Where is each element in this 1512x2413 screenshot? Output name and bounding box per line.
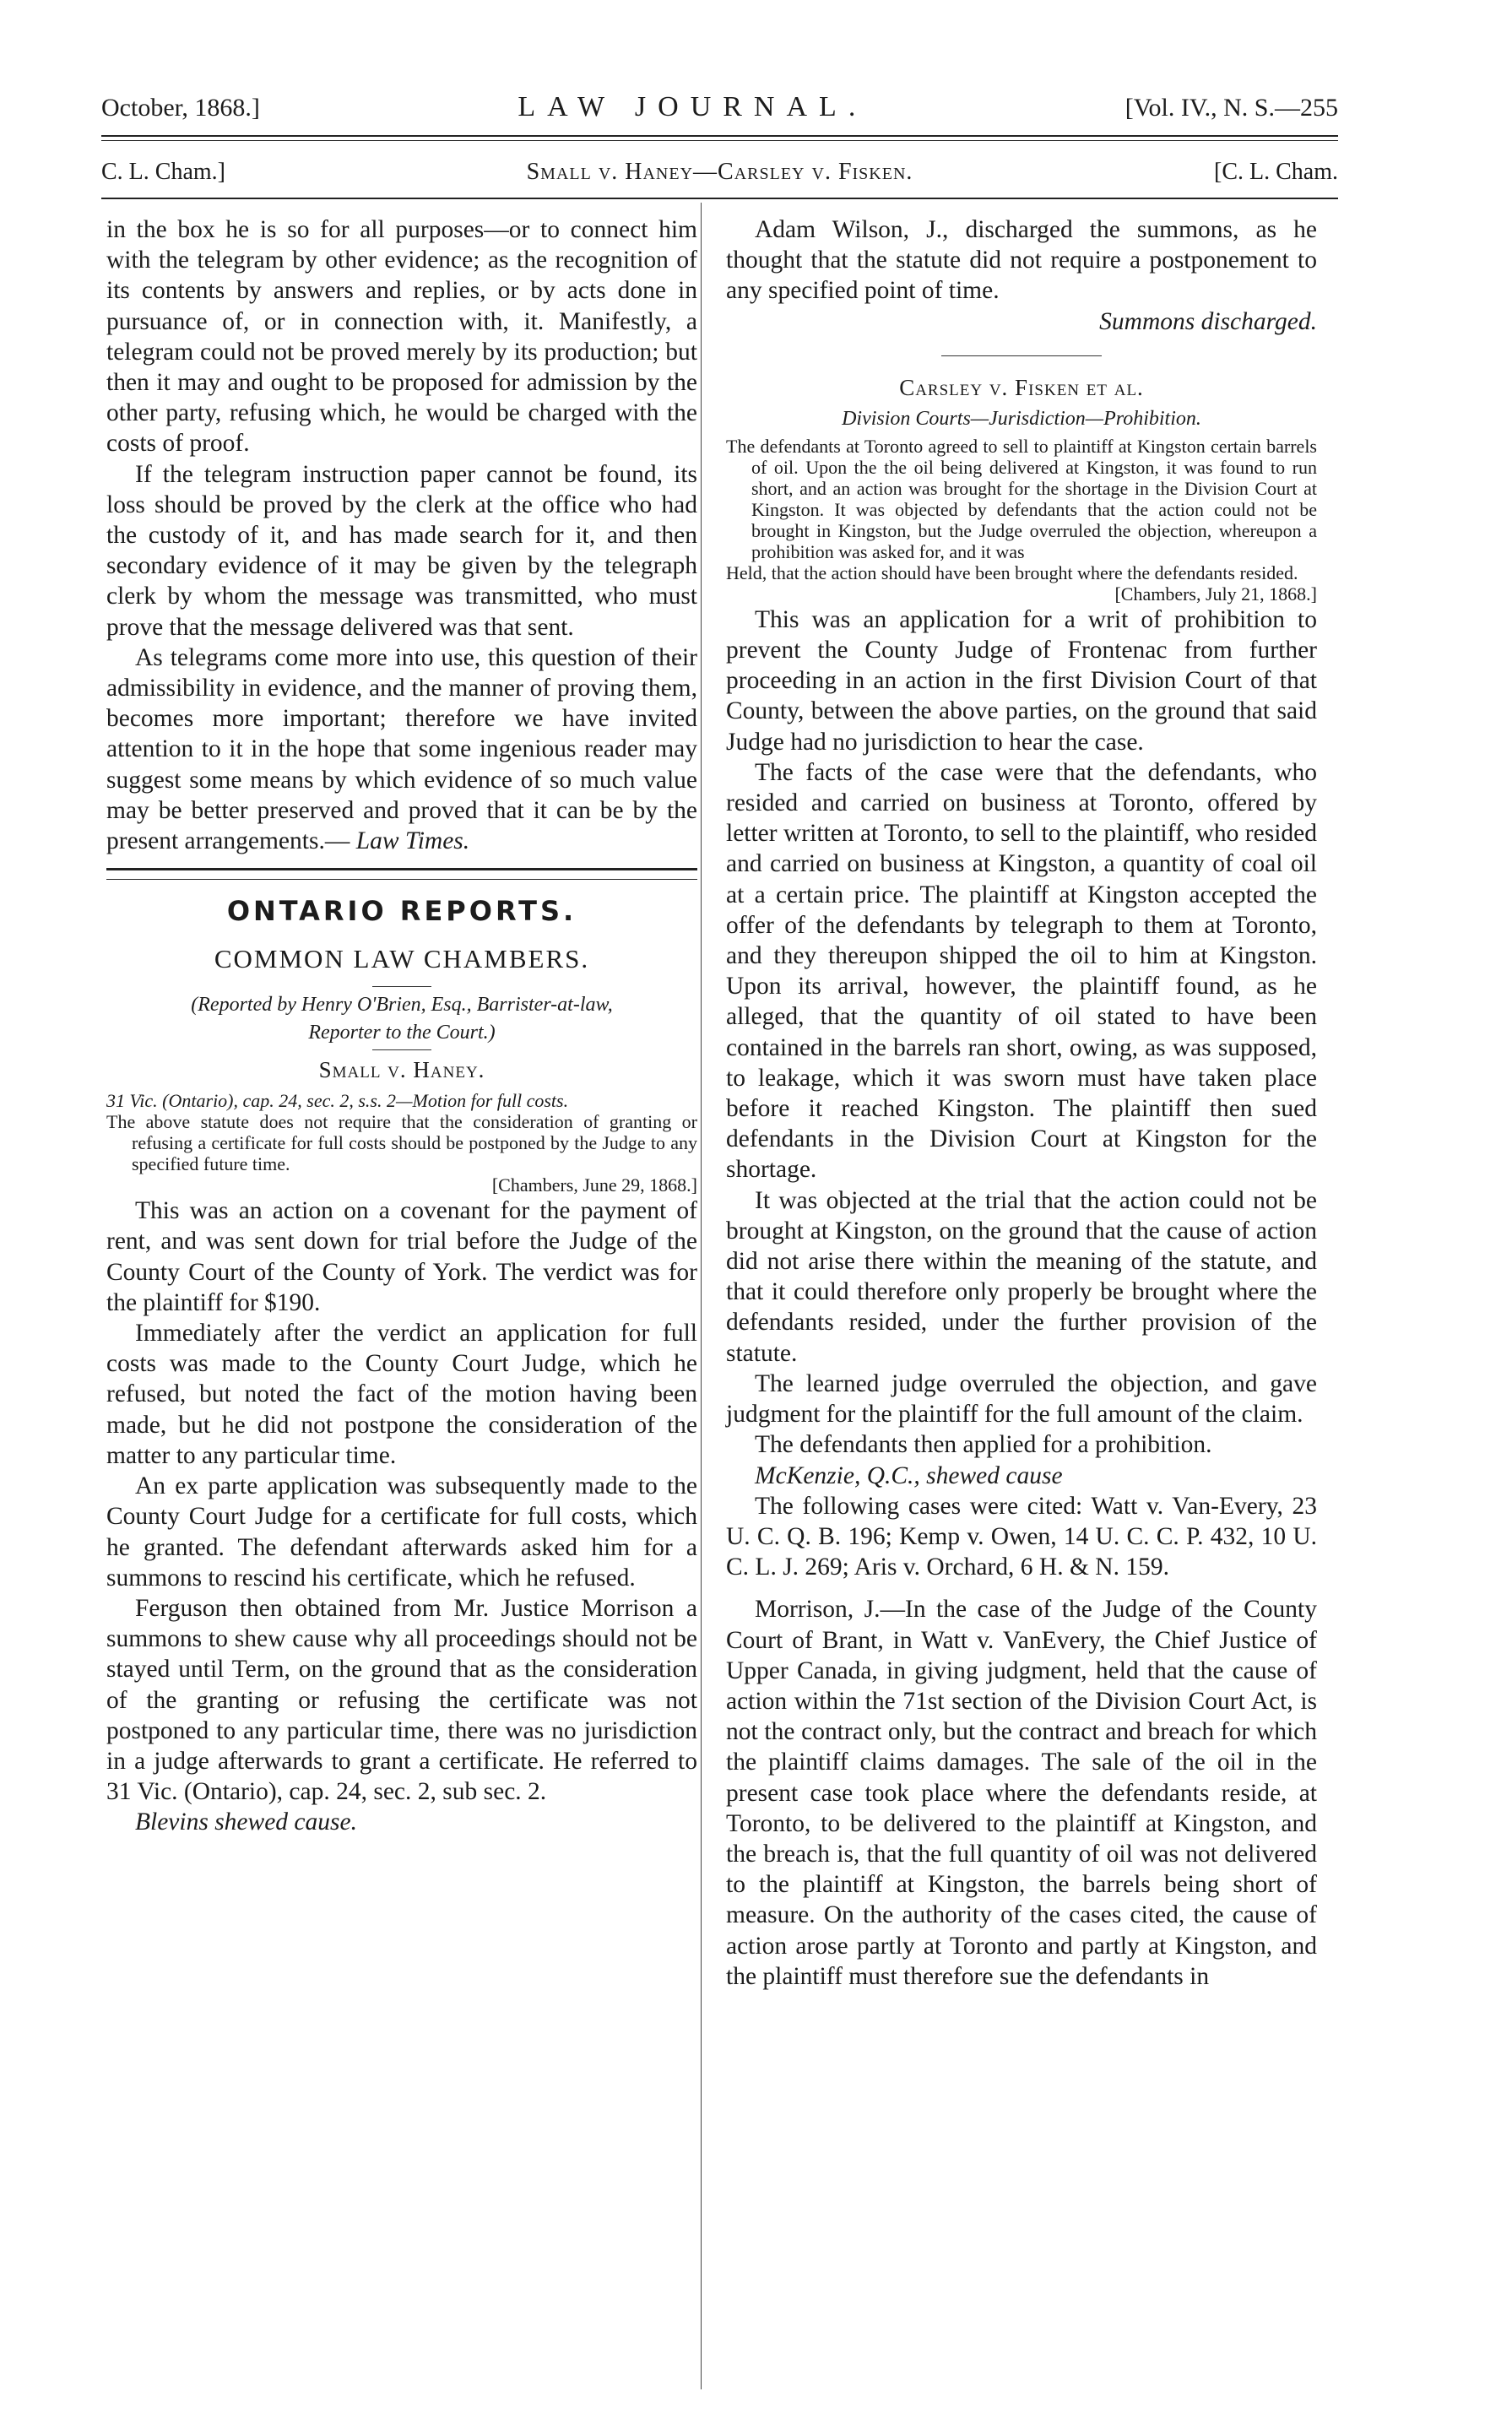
carsley-paragraph-2: The facts of the case were that the defendants, who resided and carried on business at Toronto, offered by letter written at Toronto, to sell to the plaintiff, who resided and carried on business at Kingston, a quantity of coal oil at a certain price. The plaintiff at Kingston accepted the offer of the defendants by telegraph to them at Toronto, and they thereupon shipped the oil to him at Kingston. Upon its arrival, however, the plaintiff found, as he alleged, that the quantity of oil stated to have been contained in the barrels ran short, owing, as was supposed, to leakage, which it was sworn must have taken place before it reached Kingston. The plaintiff then sued defendants in the Division Court at Kingston for the shortage. <box>726 758 1317 1184</box>
headnote: The defendants at Toronto agreed to sell to plaintiff at Kingston certain barrels of oil. Upon the the oil being delivered at Kingston, it was found to run short, and an action was brought for the shortage in the Division Court at Kingston. It was objected by defendants that the action could not be brought in Kingston, but the Judge overruled the objection, whereupon a prohibition was asked for, and it was <box>726 435 1317 562</box>
small-haney-paragraph-5: Blevins shewed cause. <box>135 1808 357 1836</box>
case-header-center: Small v. Haney—Carsley v. Fisken. <box>526 159 913 185</box>
left-column <box>106 214 697 1838</box>
headnote-held: Held, that the action should have been brought where the defendants resided. <box>726 561 1298 583</box>
chambers-date: [Chambers, June 29, 1868.] <box>491 1174 697 1196</box>
case-divider <box>941 355 1102 356</box>
carsley-paragraph-7: The following cases were cited: Watt v. Van-Every, 23 U. C. Q. B. 196; Kemp v. Owen, 14 U. C. C. P. 432, 10 U. C. L. J. 269; Aris v. Orchard, 6 H. & N. 159. <box>726 1492 1317 1581</box>
telegram-paragraph-3-text: As telegrams come more into use, this question of their admissibility in evidence, and the manner of proving them, becomes more important; therefore we have invited attention to it in the hope that some ingenious reader may suggest some means by which evidence of so much value may be better preserved and proved that it can be by the present arrangements.— <box>106 643 697 855</box>
divider <box>372 1049 431 1050</box>
headnote: The above statute does not require that the consideration of granting or refusing a certificate for full costs should be postponed by the Judge to any specified future time. <box>106 1111 697 1175</box>
carsley-judgment: Morrison, J.—In the case of the Judge of the County Court of Brant, in Watt v. VanEvery, the Chief Justice of Upper Canada, in giving judgment, held that the cause of action within the 71st section of the Division Court Act, is not the contract only, but the contract and breach for which the plaintiff claims damages. The sale of the oil in the present case took place where the defendants reside, at Toronto, to be delivered to the plaintiff at Kingston, and the breach is, that the full quantity of oil was not delivered to the plaintiff at Kingston, the barrels being short of measure. On the authority of the cases cited, the cause of action arose partly at Toronto and partly at Kingston, and the plaintiff must therefore sue the defendants in <box>726 1596 1317 1990</box>
decision-paragraph: Adam Wilson, J., discharged the summons, as he thought that the statute did not require a postponement to any specified point of time. <box>726 216 1317 305</box>
case-header <box>101 159 1338 186</box>
running-header <box>101 91 1338 123</box>
carsley-paragraph-6: McKenzie, Q.C., shewed cause <box>755 1461 1063 1489</box>
statute-reference: 31 Vic. (Ontario), cap. 24, sec. 2, s.s. 2—Motion for full costs. <box>106 1090 569 1112</box>
telegram-paragraph-3 <box>106 643 697 856</box>
header-rule <box>101 135 1338 137</box>
carsley-paragraph-5: The defendants then applied for a prohibition. <box>755 1431 1212 1459</box>
case-subject: Division Courts—Jurisdiction—Prohibition. <box>842 407 1201 430</box>
case-title: Carsley v. Fisken et al. <box>899 374 1144 400</box>
carsley-paragraph-4: The learned judge overruled the objection, and gave judgment for the plaintiff for the full amount of the claim. <box>726 1369 1317 1429</box>
section-rule <box>106 868 697 880</box>
court-title: COMMON LAW CHAMBERS. <box>214 944 590 974</box>
carsley-paragraph-3: It was objected at the trial that the action could not be brought at Kingston, on the ground that the cause of action did not arise there within the meaning of the statute, and that it could therefore only properly be brought where the defendants resided, under the further provision of the statute. <box>726 1186 1317 1367</box>
small-haney-paragraph-4: Ferguson then obtained from Mr. Justice Morrison a summons to shew cause why all proceedings should not be stayed until Term, on the ground that as the consideration of the granting or refusing the certificate was not postponed to any particular time, there was no jurisdiction in a judge afterwards to grant a certificate. He referred to 31 Vic. (Ontario), cap. 24, sec. 2, sub sec. 2. <box>106 1594 697 1806</box>
case-header-left: C. L. Cham.] <box>101 159 225 185</box>
small-haney-paragraph-2: Immediately after the verdict an application for full costs was made to the County Court Judge, which he refused, but noted the fact of the motion having been made, but he did not postpone the consideration of the matter to any particular time. <box>106 1320 697 1469</box>
header-rule-thin <box>101 140 1338 141</box>
column-divider <box>701 203 702 2389</box>
issue-date: October, 1868.] <box>101 94 260 122</box>
telegram-paragraph-1: in the box he is so for all purposes—or to connect him with the telegram by other evidence; as the recognition of its contents by answers and replies, or by acts done in pursuance of, or in connection with, it. Manifestly, a telegram could not be proved merely by its production; but then it may and ought to be proposed for admission by the other party, refusing which, he would be charged with the costs of proof. <box>106 216 697 458</box>
volume-page: [Vol. IV., N. S.—255 <box>1125 94 1338 122</box>
source-citation: Law Times. <box>355 827 470 855</box>
case-header-rule <box>101 198 1338 199</box>
reporter-line-1: (Reported by Henry O'Brien, Esq., Barrister-at-law, <box>191 994 613 1017</box>
carsley-paragraph-1: This was an application for a writ of prohibition to prevent the County Judge of Frontenac from further proceeding in an action in the first Division Court of that County, between the above parties, on the ground that said Judge had no jurisdiction to hear the case. <box>726 605 1317 756</box>
chambers-date: [Chambers, July 21, 1868.] <box>1114 583 1317 605</box>
divider <box>372 986 431 987</box>
journal-title: LAW JOURNAL. <box>518 91 868 122</box>
right-column <box>726 214 1317 1992</box>
small-haney-paragraph-1: This was an action on a covenant for the payment of rent, and was sent down for trial before the Judge of the County Court of the County of York. The verdict was for the plaintiff for $190. <box>106 1197 697 1316</box>
section-title: ONTARIO REPORTS. <box>226 895 577 928</box>
case-header-right: [C. L. Cham. <box>1214 159 1338 185</box>
case-title: Small v. Haney. <box>318 1057 485 1083</box>
decision-result: Summons discharged. <box>1099 307 1317 335</box>
telegram-paragraph-2: If the telegram instruction paper cannot be found, its loss should be proved by the clerk at the office who had the custody of it, and has made search for it, and then secondary evidence of it may be given by the telegraph clerk by whom the message was transmitted, who must prove that the message delivered was that sent. <box>106 460 697 641</box>
small-haney-paragraph-3: An ex parte application was subsequently made to the County Court Judge for a certificate for full costs, which he granted. The defendant afterwards asked him for a summons to rescind his certificate, which he refused. <box>106 1472 697 1591</box>
reporter-line-2: Reporter to the Court.) <box>308 1022 496 1044</box>
